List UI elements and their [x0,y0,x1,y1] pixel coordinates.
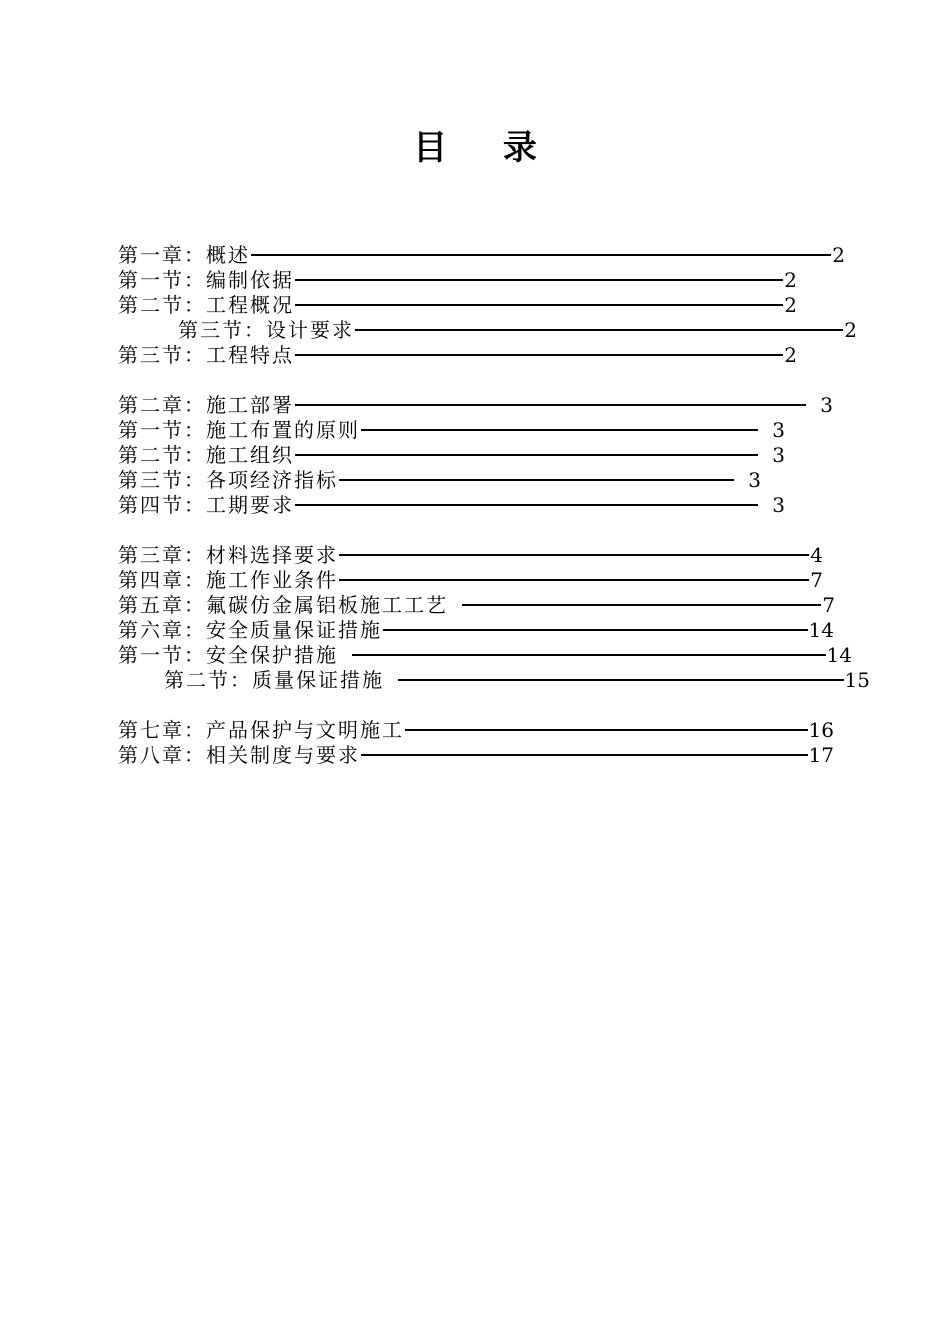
toc-entry-page: 3 [820,393,833,417]
toc-entry [118,567,823,593]
toc-entry [118,442,785,468]
toc-entry-page: 2 [784,293,797,317]
toc-entry [118,417,785,443]
toc-leader-line [295,454,758,456]
toc-entry [164,667,870,693]
toc-entry-page: 2 [832,243,845,267]
toc-leader-line [295,304,783,306]
toc-entry-page: 2 [784,343,797,367]
toc-entry-page: 3 [772,443,785,467]
toc-entry-page: 3 [748,468,761,492]
toc-entry-label: 第一章：概述 [118,243,250,267]
toc-leader-line [295,354,783,356]
toc-entry-label: 第二章：施工部署 [118,393,294,417]
toc-entry [118,392,833,418]
toc-leader-line [398,679,844,681]
toc-entry-label: 第二节：质量保证措施 [164,668,384,692]
toc-entry-page: 7 [822,593,835,617]
toc-entry [118,742,834,768]
toc-entry-label: 第八章：相关制度与要求 [118,743,360,767]
toc-entry [118,467,761,493]
toc-entry-label: 第一节：安全保护措施 [118,643,338,667]
toc-leader-line [462,604,821,606]
toc-leader-line [339,479,734,481]
toc-entry-label: 第三节：各项经济指标 [118,468,338,492]
toc-entry-label: 第四章：施工作业条件 [118,568,338,592]
toc-entry [118,292,797,318]
toc-leader-line [361,429,758,431]
toc-entry-page: 16 [808,718,834,742]
toc-leader-line [383,629,808,631]
toc-leader-line [295,504,758,506]
toc-entry [118,717,834,743]
toc-entry-page: 15 [844,668,870,692]
toc-leader-line [355,329,843,331]
toc-entry-label: 第二节：施工组织 [118,443,294,467]
toc-entry-label: 第四节：工期要求 [118,493,294,517]
toc-entry [118,342,797,368]
toc-leader-line [352,654,826,656]
toc-entry-page: 2 [784,268,797,292]
document-title: 目 录 [413,128,559,168]
toc-leader-line [295,279,783,281]
toc-entry-page: 3 [772,418,785,442]
toc-entry [118,592,835,618]
toc-entry-label: 第三节：工程特点 [118,343,294,367]
toc-entry-page: 14 [808,618,834,642]
toc-entry-page: 2 [844,318,857,342]
toc-entry [118,542,823,568]
toc-leader-line [251,254,831,256]
toc-entry-page: 3 [772,493,785,517]
toc-entry [118,242,845,268]
toc-entry-page: 7 [810,568,823,592]
toc-entry-label: 第二节：工程概况 [118,293,294,317]
toc-entry [118,642,852,668]
toc-entry-page: 14 [826,643,852,667]
toc-entry-label: 第三章：材料选择要求 [118,543,338,567]
toc-leader-line [405,729,808,731]
toc-leader-line [295,404,806,406]
toc-entry-page: 4 [810,543,823,567]
toc-entry [118,267,797,293]
toc-leader-line [339,554,809,556]
toc-leader-line [339,579,809,581]
toc-entry [118,617,834,643]
toc-entry-page: 17 [808,743,834,767]
toc-entry-label: 第七章：产品保护与文明施工 [118,718,404,742]
toc-entry-label: 第三节：设计要求 [178,318,354,342]
toc-entry-label: 第一节：编制依据 [118,268,294,292]
toc-entry-label: 第五章：氟碳仿金属铝板施工工艺 [118,593,448,617]
toc-entry [178,317,857,343]
toc-leader-line [361,754,808,756]
toc-entry [118,492,785,518]
toc-entry-label: 第一节：施工布置的原则 [118,418,360,442]
toc-entry-label: 第六章：安全质量保证措施 [118,618,382,642]
